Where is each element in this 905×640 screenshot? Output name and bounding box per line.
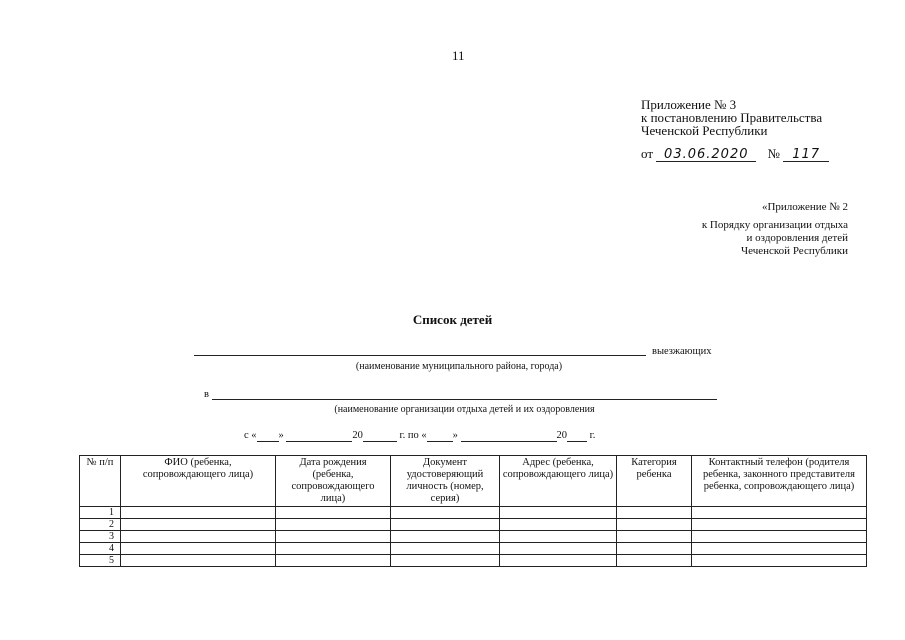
col-address: Адрес (ребенка, сопровождающего лица) xyxy=(500,456,617,507)
table-cell xyxy=(617,519,692,531)
children-table xyxy=(79,455,867,567)
district-blank-line xyxy=(194,355,646,356)
table-cell xyxy=(276,507,391,519)
row-number: 1 xyxy=(80,507,121,519)
number-value: 117 xyxy=(783,148,829,162)
table-header-row xyxy=(80,456,867,507)
page-number: 11 xyxy=(452,48,465,63)
appendix-2-line-3: и оздоровления детей xyxy=(746,232,848,244)
district-caption: (наименование муниципального района, города) xyxy=(355,361,563,372)
row-number: 5 xyxy=(80,555,121,567)
table-row xyxy=(80,507,867,519)
year-prefix-1: 20 xyxy=(352,430,363,441)
table-cell xyxy=(500,543,617,555)
table-cell xyxy=(617,531,692,543)
table-cell xyxy=(276,543,391,555)
year-blank-1 xyxy=(363,430,397,442)
year-prefix-2: 20 xyxy=(556,430,568,441)
organization-blank-line xyxy=(212,399,717,400)
table-cell xyxy=(276,531,391,543)
day-blank-2 xyxy=(427,430,453,442)
table-cell xyxy=(500,531,617,543)
table-cell xyxy=(121,531,276,543)
table-cell xyxy=(692,507,867,519)
table-cell xyxy=(391,531,500,543)
table-cell xyxy=(391,507,500,519)
appendix-2-line-4: Чеченской Республики xyxy=(740,245,848,257)
col-birth-date: Дата рождения (ребенка, сопровождающего лица) xyxy=(276,456,391,507)
quote-close-1: » xyxy=(278,430,284,441)
row-number: 2 xyxy=(80,519,121,531)
table-cell xyxy=(276,555,391,567)
year-suffix-2: г. xyxy=(589,430,596,441)
col-contact-phone: Контактный телефон (родителя ребенка, законного представителя ребенка, сопровождающего лица) xyxy=(692,456,867,507)
table-cell xyxy=(692,531,867,543)
table-cell xyxy=(692,543,867,555)
table-row xyxy=(80,543,867,555)
table-cell xyxy=(692,519,867,531)
month-blank-2 xyxy=(461,430,557,442)
day-blank-1 xyxy=(257,430,279,442)
col-number: № п/п xyxy=(80,456,121,507)
appendix-line-2: к постановлению Правительства xyxy=(641,110,823,125)
col-id-document: Документ удостоверяющий личность (номер, серия) xyxy=(391,456,500,507)
organization-prefix: в xyxy=(204,389,209,400)
period-line xyxy=(244,430,595,442)
table-cell xyxy=(276,519,391,531)
year-blank-2 xyxy=(567,430,587,442)
table-cell xyxy=(121,507,276,519)
period-to: г. по « xyxy=(399,430,427,441)
table-cell xyxy=(121,555,276,567)
appendix-line-3: Чеченской Республики xyxy=(641,123,768,138)
col-category: Категория ребенка xyxy=(617,456,692,507)
table-row xyxy=(80,555,867,567)
month-blank-1 xyxy=(286,430,352,442)
date-prefix: от xyxy=(641,146,654,161)
appendix-2-header xyxy=(676,201,848,258)
table-cell xyxy=(692,555,867,567)
date-value: 03.06.2020 xyxy=(656,148,756,162)
quote-close-2: » xyxy=(452,430,458,441)
organization-caption: (наименование организации отдыха детей и их оздоровления xyxy=(334,404,595,415)
list-title: Список детей xyxy=(412,312,493,327)
table-cell xyxy=(391,519,500,531)
table-cell xyxy=(391,543,500,555)
departing-label: выезжающих xyxy=(652,346,712,357)
table-cell xyxy=(617,507,692,519)
table-cell xyxy=(617,543,692,555)
table-cell xyxy=(121,519,276,531)
table-row xyxy=(80,531,867,543)
appendix-title: Приложение № 3 xyxy=(641,97,737,112)
row-number: 3 xyxy=(80,531,121,543)
table-cell xyxy=(391,555,500,567)
period-from: с « xyxy=(244,430,257,441)
appendix-header xyxy=(641,98,829,162)
table-cell xyxy=(121,543,276,555)
table-cell xyxy=(617,555,692,567)
table-row xyxy=(80,519,867,531)
appendix-2-line-1: «Приложение № 2 xyxy=(761,201,848,213)
col-full-name: ФИО (ребенка, сопровождающего лица) xyxy=(121,456,276,507)
appendix-date-line xyxy=(641,147,829,162)
appendix-2-line-2: к Порядку организации отдыха xyxy=(701,219,848,231)
table-cell xyxy=(500,519,617,531)
number-prefix: № xyxy=(767,146,780,161)
row-number: 4 xyxy=(80,543,121,555)
table-cell xyxy=(500,555,617,567)
table-cell xyxy=(500,507,617,519)
